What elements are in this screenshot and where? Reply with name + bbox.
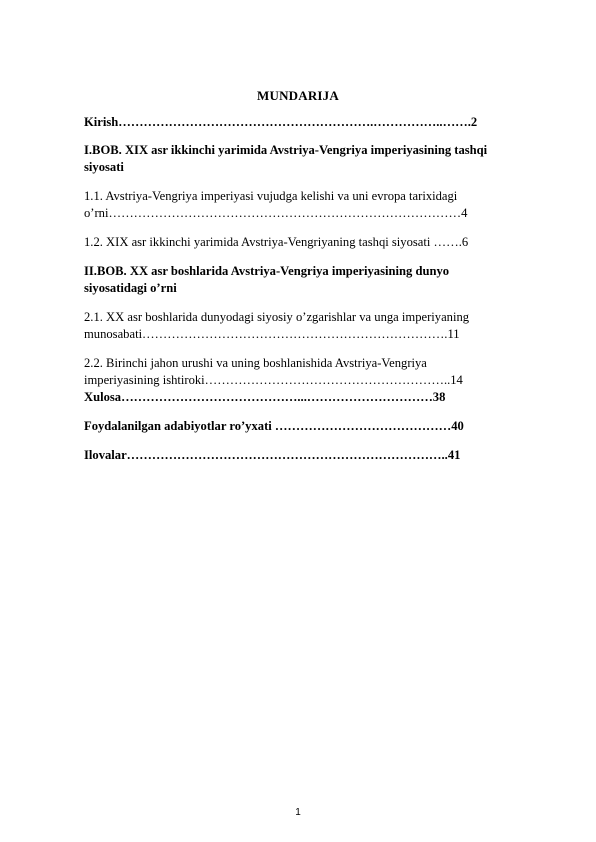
toc-entry-appendices: Ilovalar…………………………………………………………………..41 [84, 448, 461, 462]
toc-entry-section-1-2: 1.2. XIX asr ikkinchi yarimida Avstriya-Vengriyaning tashqi siyosati …….6 [84, 235, 469, 249]
toc-entry-section-2-2-line-1: 2.2. Birinchi jahon urushi va uning boshlanishida Avstriya-Vengriya [84, 356, 427, 370]
toc-entry-section-2-1-line-2: munosabati……………………………………………………………….11 [84, 327, 460, 341]
toc-entry-section-2-1-line-1: 2.1. XX asr boshlarida dunyodagi siyosiy o’zgarishlar va unga imperiyaning [84, 310, 470, 324]
toc-entry-section-1-1-line-2: o’rni…………………………………………………………………………4 [84, 206, 468, 220]
toc-entry-chapter-1-line-1: I.BOB. XIX asr ikkinchi yarimida Avstriya-Vengriya imperiyasining tashqi [84, 143, 488, 157]
toc-entry-chapter-2-line-1: II.BOB. XX asr boshlarida Avstriya-Vengriya imperiyasining dunyo [84, 264, 450, 278]
page-title: MUNDARIJA [257, 88, 339, 103]
toc-entry-chapter-1-line-2: siyosati [84, 160, 124, 174]
toc-entry-kirish: Kirish…………………………………………………….……………..…….2 [84, 115, 478, 129]
toc-entry-references: Foydalanilgan adabiyotlar ro’yxati ……………………………………40 [84, 419, 464, 433]
toc-entry-section-1-1-line-1: 1.1. Avstriya-Vengriya imperiyasi vujudga kelishi va uni evropa tarixidagi [84, 189, 458, 203]
toc-entry-chapter-2-line-2: siyosatidagi o’rni [84, 281, 177, 295]
toc-entry-section-2-2-line-2: imperiyasining ishtiroki…………………………………………………..14 [84, 373, 463, 387]
page-number: 1 [295, 807, 301, 818]
toc-entry-xulosa: Xulosa……………………………………...…………………………38 [84, 390, 446, 404]
